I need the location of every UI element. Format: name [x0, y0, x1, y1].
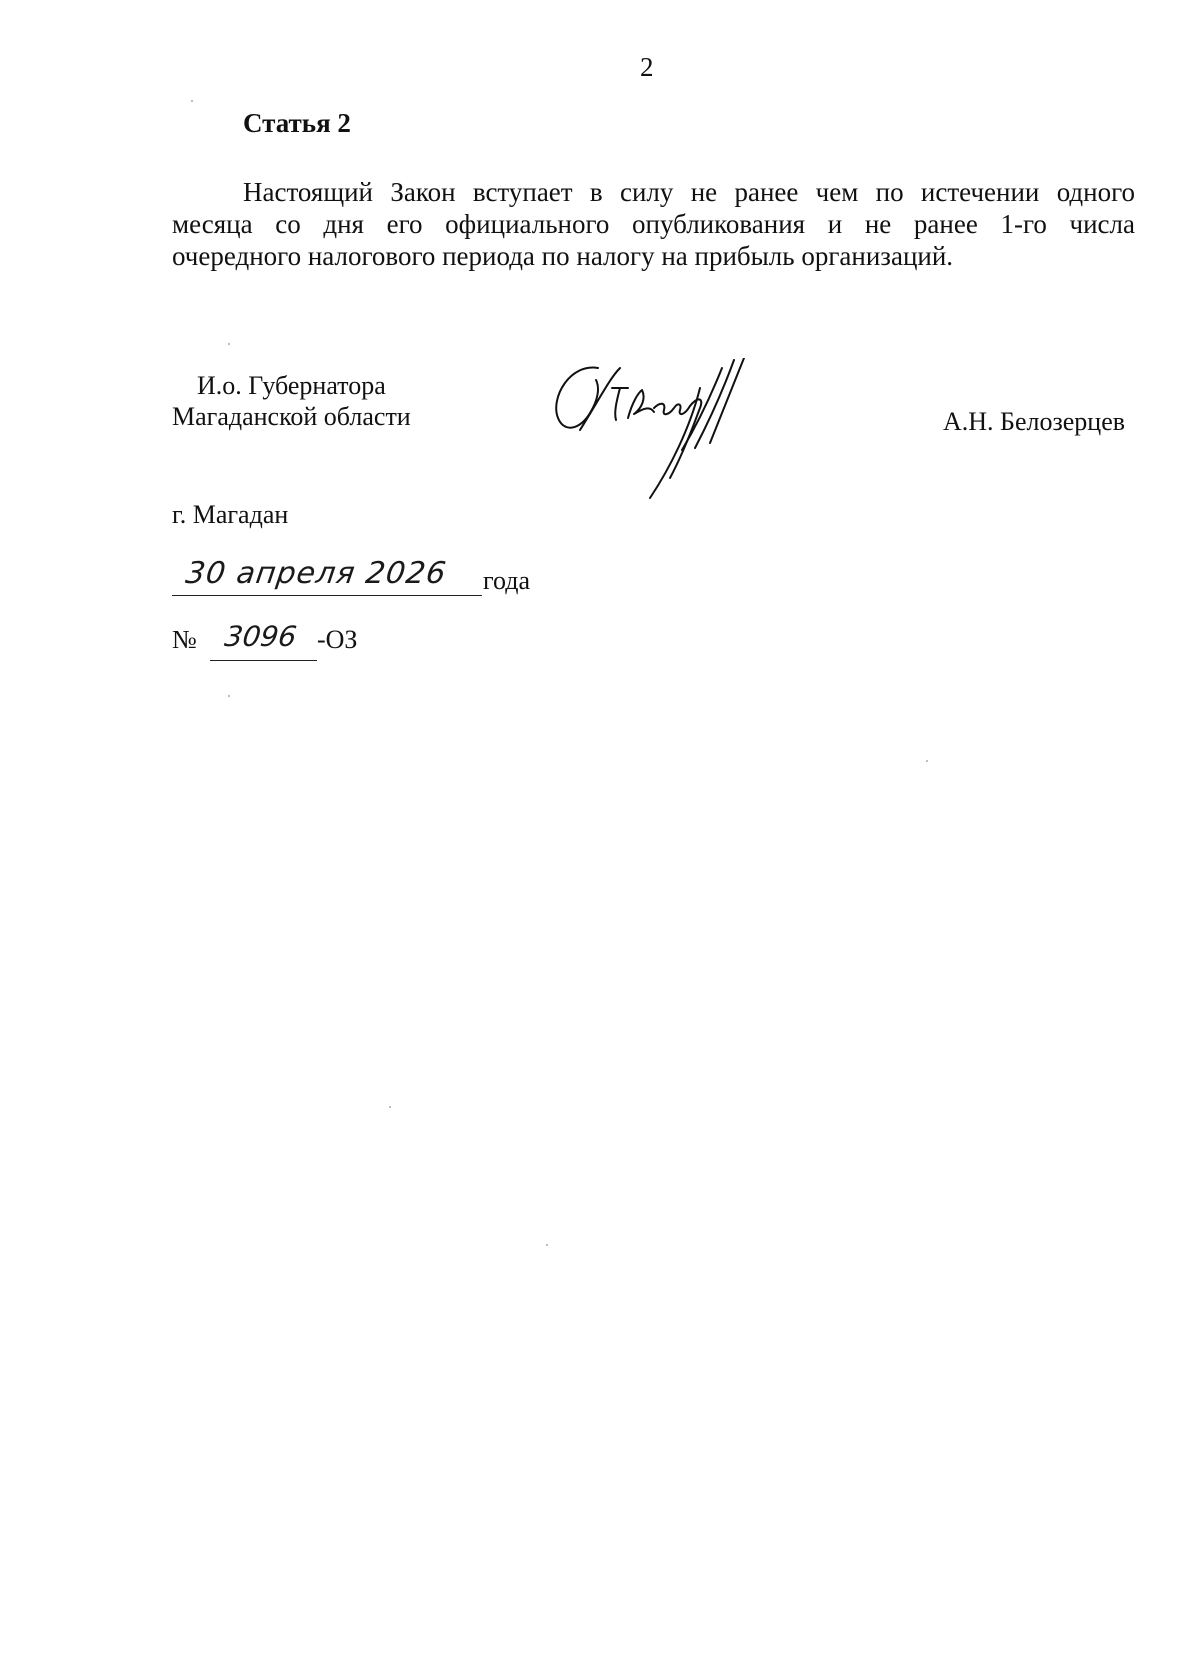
body-line-2: месяца со дня его официального опубликования и не ранее 1-го числа — [172, 209, 1135, 239]
law-number-handwritten: 3096 — [222, 620, 299, 653]
scan-speck — [228, 343, 230, 345]
body-line-1: Настоящий Закон вступает в силу не ранее чем по истечении одного — [243, 177, 1135, 207]
signer-title — [172, 370, 411, 432]
article-title: Статья 2 — [243, 108, 351, 138]
date-handwritten: 30 апреля 2026 — [183, 556, 449, 591]
scan-speck — [546, 1244, 548, 1246]
signer-name: А.Н. Белозерцев — [943, 407, 1126, 436]
scan-speck — [228, 695, 230, 697]
scan-speck — [191, 100, 193, 102]
date-suffix: года — [483, 566, 531, 595]
scan-speck — [926, 760, 928, 762]
city: г. Магадан — [172, 500, 289, 529]
number-suffix: -ОЗ — [317, 625, 358, 654]
body-line-3: очередного налогового периода по налогу на прибыль организаций. — [172, 241, 954, 271]
page-number: 2 — [640, 52, 654, 82]
handwritten-signature — [550, 358, 790, 528]
scan-speck — [389, 1106, 391, 1108]
article-body — [172, 176, 1135, 272]
number-sign: № — [172, 625, 197, 654]
signer-title-line-1: И.о. Губернатора — [197, 371, 386, 400]
signer-title-line-2: Магаданской области — [172, 402, 411, 431]
